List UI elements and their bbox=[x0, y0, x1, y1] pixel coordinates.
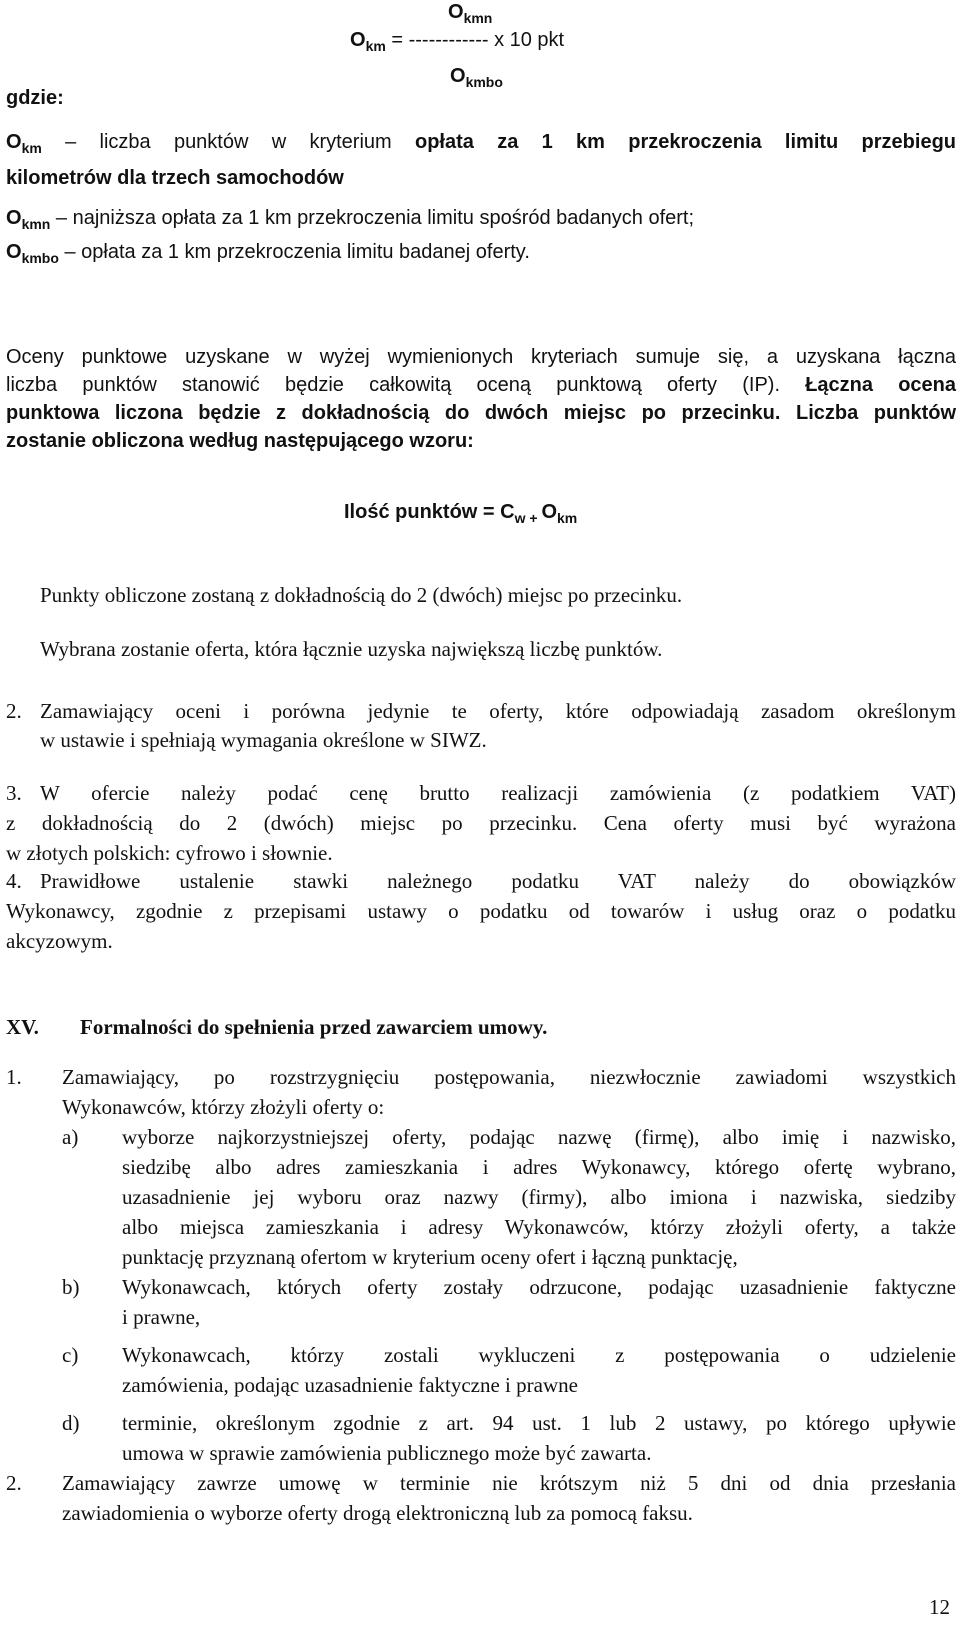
xv-sub-a-line5: punktację przyznaną ofertom w kryterium oceny ofert i łączną punktację, bbox=[122, 1245, 738, 1269]
item-4-number: 4. bbox=[6, 869, 22, 893]
item-2-line2: w ustawie i spełniają wymagania określone w SIWZ. bbox=[40, 728, 487, 752]
okm-bold-1: opłata za 1 km przekroczenia limitu przebiegu bbox=[415, 131, 956, 153]
xv-sub-a-label: a) bbox=[62, 1125, 79, 1149]
oceny-line1: Oceny punktowe uzyskane w wyżej wymienionych kryteriach sumuje się, a uzyskana łączna bbox=[6, 346, 956, 368]
oceny-line2-bold: Łączna ocena bbox=[780, 374, 957, 396]
section-title-xv: Formalności do spełnienia przed zawarciem umowy. bbox=[80, 1015, 548, 1039]
punkty-line: Punkty obliczone zostaną z dokładnością do 2 (dwóch) miejsc po przecinku. bbox=[40, 583, 683, 607]
formula-lhs-main: O bbox=[350, 29, 366, 51]
oceny-line3-bold: punktowa liczona będzie z dokładnością do dwóch miejsc po przecinku. bbox=[6, 402, 781, 424]
xv-sub-a-line4: albo miejsca zamieszkania i adresy Wykonawców, którzy złożyli oferty, a także bbox=[122, 1215, 956, 1239]
xv-sub-c-line2: zamówienia, podając uzasadnienie faktyczne i prawne bbox=[122, 1373, 578, 1397]
xv-sub-b-label: b) bbox=[62, 1275, 80, 1299]
oceny-line2 bbox=[6, 373, 956, 397]
xv-sub-d-label: d) bbox=[62, 1411, 80, 1435]
item-3-number: 3. bbox=[6, 781, 22, 805]
definition-okm-line2: kilometrów dla trzech samochodów bbox=[6, 167, 344, 189]
xv-item-1-number: 1. bbox=[6, 1065, 22, 1089]
xv-sub-d-line1: terminie, określonym zgodnie z art. 94 ust. 1 lub 2 ustawy, po którego upływie bbox=[122, 1411, 956, 1435]
xv-item-2-line2: zawiadomienia o wyborze oferty drogą elektroniczną lub za pomocą faksu. bbox=[62, 1501, 693, 1525]
okmbo-main: O bbox=[6, 241, 22, 263]
oceny-line3 bbox=[6, 401, 956, 425]
ilosc-o-main: O bbox=[541, 501, 557, 523]
ilosc-prefix: Ilość punktów = C bbox=[344, 501, 515, 523]
formula-numerator-sub: kmn bbox=[463, 10, 493, 26]
item-3-line3: w złotych polskich: cyfrowo i słownie. bbox=[6, 841, 333, 865]
xv-sub-a-line2: siedzibę albo adres zamieszkania i adres Wykonawcy, którego ofertę wybrano, bbox=[122, 1155, 956, 1179]
xv-sub-c-line1: Wykonawcach, którzy zostali wykluczeni z postępowania o udzielenie bbox=[122, 1343, 956, 1367]
xv-sub-a-line1: wyborze najkorzystniejszej oferty, podając nazwę (firmę), albo imię i nazwisko, bbox=[122, 1125, 956, 1149]
formula-denominator-main: O bbox=[450, 65, 466, 87]
xv-item-1-line1: Zamawiający, po rozstrzygnięciu postępowania, niezwłocznie zawiadomi wszystkich bbox=[62, 1065, 956, 1089]
formula-equation-rest: = ------------ x 10 pkt bbox=[385, 29, 565, 51]
ilosc-formula bbox=[344, 500, 577, 525]
formula-main-line bbox=[350, 28, 564, 53]
item-2-line1: Zamawiający oceni i porówna jedynie te oferty, które odpowiadają zasadom określonym bbox=[40, 699, 956, 723]
section-roman-xv: XV. bbox=[6, 1015, 39, 1039]
page-number: 12 bbox=[929, 1595, 950, 1619]
gdzie-label: gdzie: bbox=[6, 87, 64, 109]
okmn-main: O bbox=[6, 207, 22, 229]
xv-sub-c-label: c) bbox=[62, 1343, 79, 1367]
definition-okmn bbox=[6, 206, 956, 231]
item-3-line1: W ofercie należy podać cenę brutto realizacji zamówienia (z podatkiem VAT) bbox=[40, 781, 956, 805]
xv-sub-b-line2: i prawne, bbox=[122, 1305, 201, 1329]
xv-sub-d-line2: umowa w sprawie zamówienia publicznego może być zawarta. bbox=[122, 1441, 652, 1465]
oceny-line4: zostanie obliczona według następującego wzoru: bbox=[6, 430, 474, 452]
definition-okmbo bbox=[6, 240, 956, 265]
item-2-number: 2. bbox=[6, 699, 22, 723]
xv-sub-a-line3: uzasadnienie jej wyboru oraz nazwy (firmy), albo imiona i nazwiska, siedziby bbox=[122, 1185, 956, 1209]
formula-denominator bbox=[450, 64, 503, 89]
wybrana-line: Wybrana zostanie oferta, która łącznie uzyska największą liczbę punktów. bbox=[40, 637, 663, 661]
ilosc-cw-sub: w + bbox=[514, 510, 542, 526]
xv-item-1-line2: Wykonawców, którzy złożyli oferty o: bbox=[62, 1095, 385, 1119]
xv-sub-b-line1: Wykonawcach, których oferty zostały odrzucone, podając uzasadnienie faktyczne bbox=[122, 1275, 956, 1299]
item-4-line1: Prawidłowe ustalenie stawki należnego podatku VAT należy do obowiązków bbox=[40, 869, 956, 893]
okmbo-sub: kmbo bbox=[21, 250, 59, 266]
definition-okm-line1 bbox=[6, 130, 956, 155]
ilosc-okm-sub: km bbox=[557, 510, 578, 526]
oceny-line2-normal: liczba punktów stanowić będzie całkowitą oceną punktową oferty (IP). bbox=[6, 374, 781, 396]
oceny-line3-rest: Liczba punktów bbox=[780, 402, 957, 424]
okm-sub: km bbox=[21, 140, 42, 156]
item-3-line2: z dokładnością do 2 (dwóch) miejsc po przecinku. Cena oferty musi być wyrażona bbox=[6, 811, 956, 835]
xv-item-2-line1: Zamawiający zawrze umowę w terminie nie krótszym niż 5 dni od dnia przesłania bbox=[62, 1471, 956, 1495]
okm-main: O bbox=[6, 131, 22, 153]
okmbo-text: – opłata za 1 km przekroczenia limitu badanej oferty. bbox=[58, 241, 530, 263]
item-4-line2: Wykonawcy, zgodnie z przepisami ustawy o podatku od towarów i usług oraz o podatku bbox=[6, 899, 956, 923]
formula-lhs-sub: km bbox=[365, 38, 386, 54]
formula-numerator bbox=[448, 0, 492, 25]
item-4-line3: akcyzowym. bbox=[6, 929, 113, 953]
okm-text: – liczba punktów w kryterium bbox=[41, 131, 415, 153]
xv-item-2-number: 2. bbox=[6, 1471, 22, 1495]
formula-numerator-main: O bbox=[448, 1, 464, 23]
okmn-text: – najniższa opłata za 1 km przekroczenia limitu spośród badanych ofert; bbox=[50, 207, 695, 229]
okmn-sub: kmn bbox=[21, 216, 51, 232]
formula-denominator-sub: kmbo bbox=[465, 74, 503, 90]
